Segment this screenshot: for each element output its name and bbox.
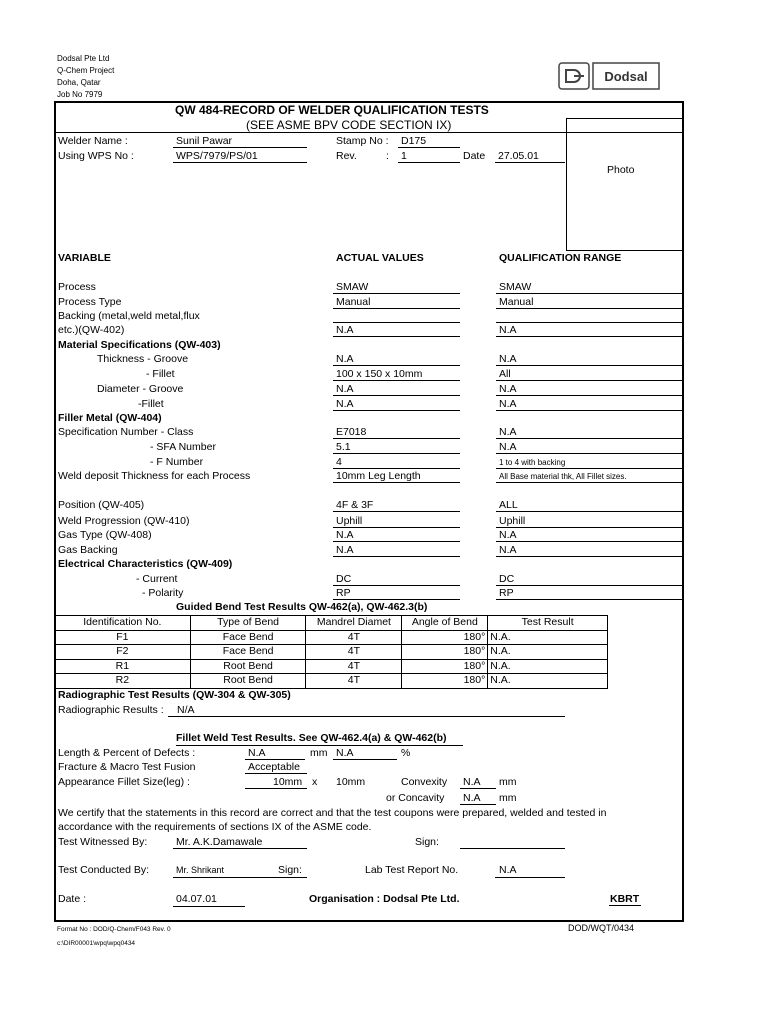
- variable-label: - Polarity: [142, 587, 184, 599]
- actual-value-underline: [333, 438, 460, 439]
- test-result: N.A.: [488, 645, 608, 660]
- length-defects-value: N.A: [248, 747, 266, 759]
- actual-value-underline: [333, 395, 460, 396]
- lab-report-label: Lab Test Report No.: [365, 864, 459, 876]
- qualification-range-value: DC: [499, 573, 515, 585]
- bend-angle: 180°: [402, 674, 488, 689]
- fillet-size-2: 10mm: [336, 776, 366, 788]
- bend-table: [54, 615, 608, 689]
- range-value-underline: [496, 308, 683, 309]
- qualification-range-value: N.A: [499, 441, 517, 453]
- file-path: c:\DIR00001\wpq\wpq0434: [57, 940, 136, 947]
- bend-type: Root Bend: [190, 659, 306, 674]
- qualification-range-value: N.A: [499, 544, 517, 556]
- actual-value: 4F & 3F: [336, 499, 374, 511]
- welder-name-value: Sunil Pawar: [176, 135, 233, 147]
- bend-id: R1: [55, 659, 191, 674]
- range-value-underline: [496, 395, 683, 396]
- qualification-range-value: RP: [499, 587, 514, 599]
- rev-value: 1: [401, 150, 407, 162]
- rev-label: Rev.: [336, 150, 357, 162]
- radiographic-label: Radiographic Results :: [58, 704, 164, 716]
- variable-label: - Fillet: [146, 368, 175, 380]
- location: Doha, Qatar: [57, 78, 101, 87]
- logo-text: Dodsal: [604, 69, 648, 84]
- document-number: DOD/WQT/0434: [568, 923, 635, 933]
- actual-value-underline: [333, 410, 460, 411]
- actual-value: Manual: [336, 296, 371, 308]
- range-value-underline: [496, 556, 683, 557]
- photo-label: Photo: [607, 164, 635, 176]
- col-mandrel-diameter: Mandrel Diamet: [306, 616, 402, 631]
- variable-label: Gas Backing: [58, 544, 118, 556]
- welder-name-label: Welder Name :: [58, 135, 128, 147]
- actual-value-underline: [333, 468, 460, 469]
- page-subtitle: (SEE ASME BPV CODE SECTION IX): [246, 118, 452, 132]
- actual-value: 5.1: [336, 441, 351, 453]
- variable-label: - Current: [136, 573, 178, 585]
- table-row: [55, 659, 608, 674]
- actual-value-underline: [333, 380, 460, 381]
- lab-report-value: N.A: [499, 864, 517, 876]
- format-number: Format No : DOD/Q-Chem/F043 Rev. 0: [57, 926, 171, 933]
- variable-label: Position (QW-405): [58, 499, 145, 511]
- qualification-range-value: N.A: [499, 324, 517, 336]
- wps-label: Using WPS No :: [58, 150, 134, 162]
- bend-angle: 180°: [402, 630, 488, 645]
- wps-value: WPS/7979/PS/01: [176, 150, 258, 162]
- variable-label: Weld Progression (QW-410): [58, 515, 190, 527]
- actual-value-underline: [333, 322, 460, 323]
- fillet-size-1: 10mm: [273, 776, 303, 788]
- percent-defects-value: N.A: [336, 747, 354, 759]
- actual-value: 10mm Leg Length: [336, 470, 421, 482]
- stamp-label: Stamp No :: [336, 135, 389, 147]
- date-label: Date: [463, 150, 486, 162]
- qualification-range-value: N.A: [499, 353, 517, 365]
- actual-value-underline: [333, 585, 460, 586]
- bend-angle: 180°: [402, 645, 488, 660]
- job-number: Job No 7979: [57, 90, 103, 99]
- variable-label: Filler Metal (QW-404): [58, 412, 162, 424]
- qualification-range-value: N.A: [499, 383, 517, 395]
- company-name: Dodsal Pte Ltd: [57, 54, 110, 63]
- actual-value: Uphill: [336, 515, 363, 527]
- qualification-range-value: SMAW: [499, 281, 532, 293]
- actual-value-underline: [333, 556, 460, 557]
- col-angle-of-bend: Angle of Bend: [402, 616, 488, 631]
- actual-value: 4: [336, 456, 342, 468]
- range-value-underline: [496, 438, 683, 439]
- final-date-value: 04.07.01: [176, 893, 217, 905]
- qualification-range-value: N.A: [499, 426, 517, 438]
- actual-value-underline: [333, 541, 460, 542]
- mandrel-diameter: 4T: [306, 630, 402, 645]
- actual-value: N.A: [336, 353, 354, 365]
- range-value-underline: [496, 410, 683, 411]
- range-value-underline: [496, 599, 683, 600]
- qualification-range-value: Uphill: [499, 515, 526, 527]
- range-value-underline: [496, 482, 683, 483]
- actual-value: RP: [336, 587, 351, 599]
- length-defects-unit: mm: [310, 747, 328, 759]
- fillet-title: Fillet Weld Test Results. See QW-462.4(a) & QW-462(b): [176, 732, 447, 744]
- table-row: [55, 645, 608, 660]
- convexity-value: N.A: [463, 776, 481, 788]
- test-result: N.A.: [488, 659, 608, 674]
- range-value-underline: [496, 453, 683, 454]
- bend-type: Face Bend: [190, 645, 306, 660]
- variable-label: etc.)(QW-402): [58, 324, 125, 336]
- actual-values-header: ACTUAL VALUES: [336, 252, 424, 264]
- actual-value-underline: [333, 293, 460, 294]
- variable-header: VARIABLE: [58, 252, 111, 264]
- witnessed-by-value: Mr. A.K.Damawale: [176, 836, 263, 848]
- witness-sign-label: Sign:: [415, 836, 439, 848]
- actual-value-underline: [333, 599, 460, 600]
- concavity-unit: mm: [499, 792, 517, 804]
- range-value-underline: [496, 293, 683, 294]
- actual-value: SMAW: [336, 281, 369, 293]
- stamp-value: D175: [401, 135, 427, 147]
- page-title: QW 484-RECORD OF WELDER QUALIFICATION TESTS: [175, 103, 489, 117]
- appearance-fillet-label: Appearance Fillet Size(leg) :: [58, 776, 190, 788]
- range-value-underline: [496, 527, 683, 528]
- col-test-result: Test Result: [488, 616, 608, 631]
- convexity-unit: mm: [499, 776, 517, 788]
- actual-value: N.A: [336, 398, 354, 410]
- fracture-macro-value: Acceptable: [248, 761, 300, 773]
- qualification-range-value: All: [499, 368, 511, 380]
- actual-value-underline: [333, 336, 460, 337]
- organisation: Organisation : Dodsal Pte Ltd.: [309, 893, 460, 905]
- witnessed-by-label: Test Witnessed By:: [58, 836, 148, 848]
- range-value-underline: [496, 380, 683, 381]
- variable-label: - F Number: [150, 456, 204, 468]
- variable-label: Process Type: [58, 296, 122, 308]
- actual-value: N.A: [336, 324, 354, 336]
- test-result: N.A.: [488, 630, 608, 645]
- percent-defects-unit: %: [401, 747, 411, 759]
- conducted-by-label: Test Conducted By:: [58, 864, 150, 876]
- bend-id: R2: [55, 674, 191, 689]
- actual-value-underline: [333, 453, 460, 454]
- variable-label: Backing (metal,weld metal,flux: [58, 310, 200, 322]
- concavity-label: or Concavity: [386, 792, 445, 804]
- variable-label: Process: [58, 281, 96, 293]
- range-value-underline: [496, 511, 683, 512]
- qualification-range-value: N.A: [499, 529, 517, 541]
- qualification-range-value: ALL: [499, 499, 518, 511]
- bend-id: F2: [55, 645, 191, 660]
- actual-value: DC: [336, 573, 352, 585]
- actual-value: 100 x 150 x 10mm: [336, 368, 423, 380]
- range-value-underline: [496, 541, 683, 542]
- certification-line-2: accordance with the requirements of sections IX of the ASME code.: [58, 821, 372, 833]
- bend-title: Guided Bend Test Results QW-462(a), QW-462.3(b): [176, 601, 428, 613]
- range-value-underline: [496, 585, 683, 586]
- qualification-range-value: 1 to 4 with backing: [499, 458, 566, 467]
- qualification-range-value: Manual: [499, 296, 534, 308]
- range-value-underline: [496, 322, 683, 323]
- fillet-size-x: x: [312, 776, 318, 788]
- convexity-label: Convexity: [401, 776, 448, 788]
- variable-label: - SFA Number: [150, 441, 216, 453]
- concavity-value: N.A: [463, 792, 481, 804]
- actual-value: E7018: [336, 426, 367, 438]
- kbrt-label: KBRT: [610, 893, 640, 905]
- fracture-macro-label: Fracture & Macro Test Fusion: [58, 761, 196, 773]
- actual-value: N.A: [336, 544, 354, 556]
- actual-value-underline: [333, 308, 460, 309]
- bend-type: Face Bend: [190, 630, 306, 645]
- dodsal-logo-mark: [558, 62, 660, 90]
- actual-value-underline: [333, 482, 460, 483]
- qualification-range-value: All Base material thk, All Fillet sizes.: [499, 472, 627, 481]
- variable-label: Material Specifications (QW-403): [58, 339, 221, 351]
- variable-label: Gas Type (QW-408): [58, 529, 152, 541]
- date-value: 27.05.01: [498, 150, 539, 162]
- bend-type: Root Bend: [190, 674, 306, 689]
- radiographic-title: Radiographic Test Results (QW-304 & QW-305): [58, 689, 291, 701]
- variable-label: Specification Number - Class: [58, 426, 194, 438]
- photo-box: [566, 118, 684, 251]
- variable-label: Weld deposit Thickness for each Process: [58, 470, 251, 482]
- length-defects-label: Length & Percent of Defects :: [58, 747, 196, 759]
- mandrel-diameter: 4T: [306, 659, 402, 674]
- bend-table-header-row: [55, 616, 608, 631]
- final-date-label: Date :: [58, 893, 87, 905]
- conducted-by-value: Mr. Shrikant: [176, 865, 225, 875]
- certification-line-1: We certify that the statements in this record are correct and that the test coupons were prepared, welded and tested in: [58, 807, 607, 819]
- radiographic-value: N/A: [177, 704, 195, 716]
- actual-value: N.A: [336, 529, 354, 541]
- actual-value-underline: [333, 527, 460, 528]
- qualification-range-value: N.A: [499, 398, 517, 410]
- col-type-of-bend: Type of Bend: [190, 616, 306, 631]
- actual-value-underline: [333, 511, 460, 512]
- variable-label: Electrical Characteristics (QW-409): [58, 558, 233, 570]
- rev-colon: :: [386, 150, 389, 162]
- variable-label: Diameter - Groove: [97, 383, 184, 395]
- bend-angle: 180°: [402, 659, 488, 674]
- variable-label: Thickness - Groove: [97, 353, 189, 365]
- project-name: Q-Chem Project: [57, 66, 115, 75]
- test-result: N.A.: [488, 674, 608, 689]
- actual-value: N.A: [336, 383, 354, 395]
- range-value-underline: [496, 336, 683, 337]
- conducted-sign-label: Sign:: [278, 864, 302, 876]
- bend-id: F1: [55, 630, 191, 645]
- table-row: [55, 674, 608, 689]
- variable-label: -Fillet: [138, 398, 164, 410]
- table-row: [55, 630, 608, 645]
- mandrel-diameter: 4T: [306, 674, 402, 689]
- range-value-underline: [496, 365, 683, 366]
- mandrel-diameter: 4T: [306, 645, 402, 660]
- range-value-underline: [496, 468, 683, 469]
- col-identification: Identification No.: [55, 616, 191, 631]
- dodsal-logo: [558, 62, 660, 90]
- actual-value-underline: [333, 365, 460, 366]
- qualification-range-header: QUALIFICATION RANGE: [499, 252, 622, 264]
